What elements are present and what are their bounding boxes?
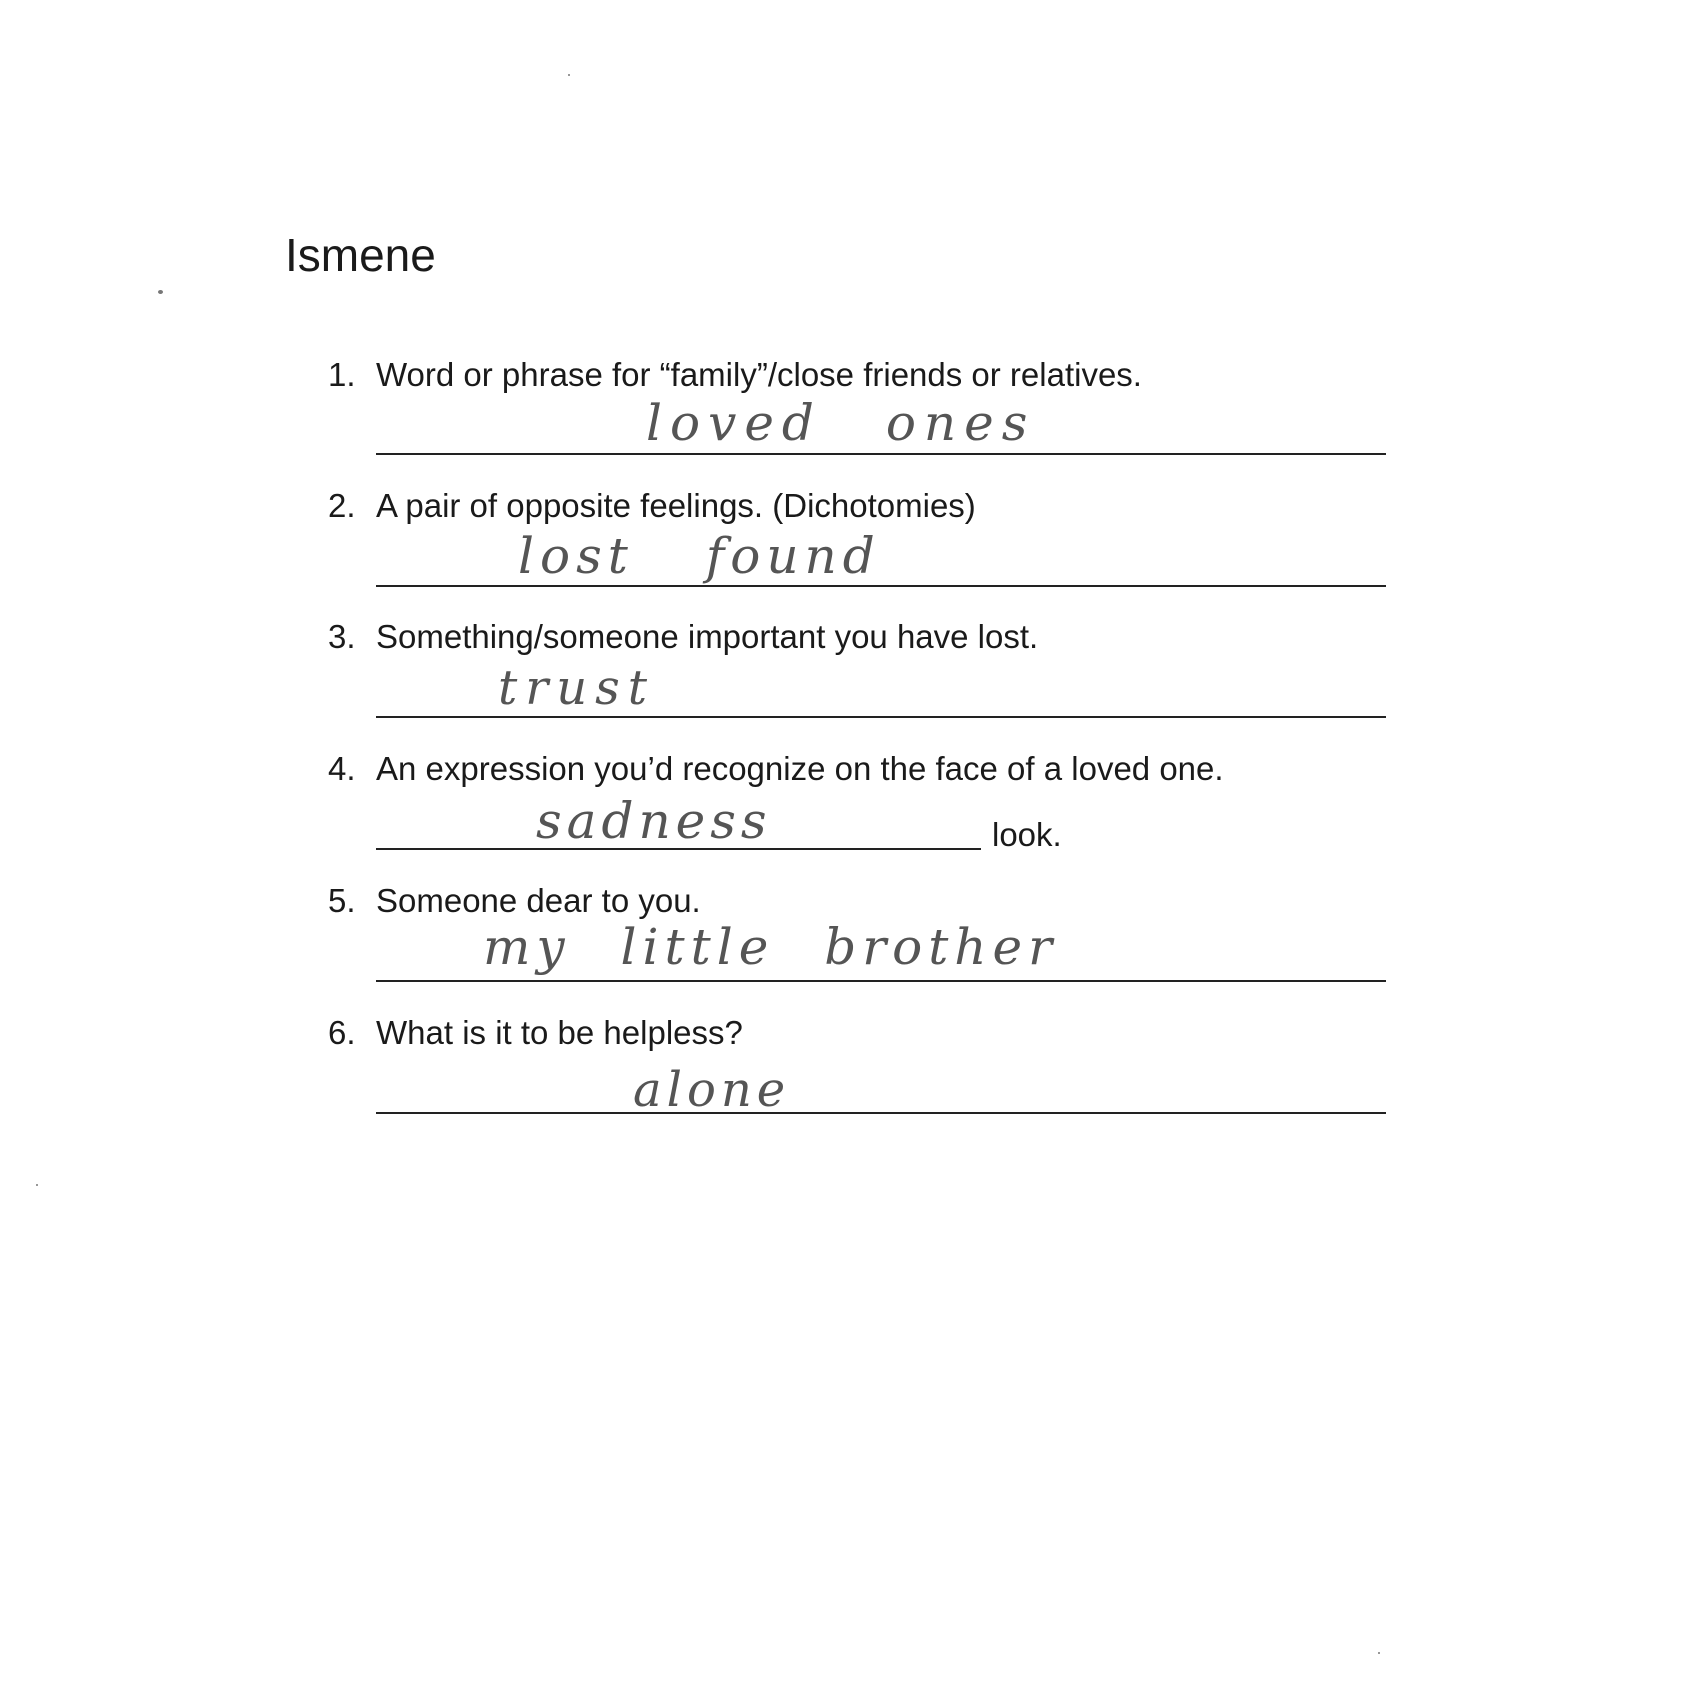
answer-line bbox=[376, 980, 1386, 982]
question-text: Someone dear to you. bbox=[376, 882, 701, 919]
handwritten-answer: trust bbox=[498, 660, 656, 716]
scan-speck bbox=[1378, 1652, 1380, 1654]
scan-speck bbox=[36, 1184, 38, 1186]
question-text: An expression you’d recognize on the face of a loved one. bbox=[376, 750, 1224, 787]
question-text: Word or phrase for “family”/close friends or relatives. bbox=[376, 356, 1142, 393]
answer-line bbox=[376, 585, 1386, 587]
handwritten-answer: lost found bbox=[518, 527, 881, 585]
handwritten-answer: alone bbox=[633, 1062, 791, 1118]
question-number: 2. bbox=[328, 487, 356, 524]
question-number: 5. bbox=[328, 882, 356, 919]
answer-line bbox=[376, 848, 981, 850]
question-number: 4. bbox=[328, 750, 356, 787]
question-text: Something/someone important you have lost. bbox=[376, 618, 1039, 655]
question-number: 6. bbox=[328, 1014, 356, 1051]
handwritten-answer: my little brother bbox=[483, 918, 1058, 976]
scan-speck bbox=[158, 290, 163, 294]
scan-speck bbox=[568, 74, 570, 76]
worksheet-title: Ismene bbox=[285, 229, 436, 281]
question-text: What is it to be helpless? bbox=[376, 1014, 743, 1051]
question-number: 3. bbox=[328, 618, 356, 655]
answer-line bbox=[376, 453, 1386, 455]
answer-line bbox=[376, 716, 1386, 718]
answer-suffix: look. bbox=[992, 816, 1062, 853]
answer-line bbox=[376, 1112, 1386, 1114]
question-text: A pair of opposite feelings. (Dichotomies) bbox=[376, 487, 976, 524]
question-number: 1. bbox=[328, 356, 356, 393]
handwritten-answer: sadness bbox=[536, 792, 772, 850]
handwritten-answer: loved ones bbox=[646, 394, 1036, 452]
